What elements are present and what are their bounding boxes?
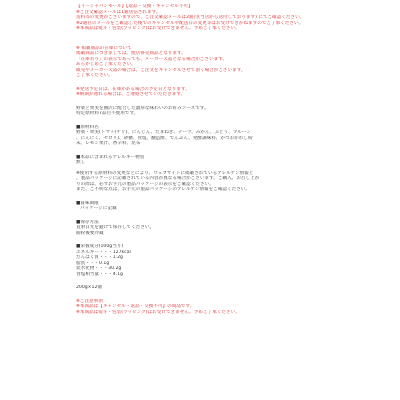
- wrapping-notice-line: ※本商品は熨斗・包装(ラッピング)はお受けできません。予めご了承ください。: [76, 26, 240, 31]
- nutrition-row: 炭水化物・・・30.2g: [76, 266, 122, 271]
- storage-line: 開栓後要冷蔵: [76, 230, 104, 236]
- description-line: 野菜と果実を贅沢に配合した濃厚な味わいのお好みソースです。: [76, 105, 209, 111]
- expiry-heading: ■賞味期限: [76, 200, 99, 206]
- allergy-value: 無し: [76, 160, 86, 165]
- allergy-section: [76, 155, 380, 193]
- allergy-heading: ■本品に含まれるアレルギー物質: [76, 154, 145, 160]
- shipping-notice-line: 送料等の変更がございますので、ご注文確認メールは2通目(当店から送付しております) にてご確認ください。: [76, 15, 305, 20]
- stock-notice-block: [76, 46, 380, 79]
- footer-notice-line: ※本商品は【キャンセル・返品・交換不可】の商品です。: [76, 304, 195, 309]
- stock-notice-heading: ※ 掲載商品の在庫について: [76, 45, 132, 51]
- footer-notice-block: [76, 299, 380, 316]
- schedule-notice-block: [76, 87, 380, 98]
- email-notice-line: ※ご注文確認メールは1通送信されます。: [76, 9, 161, 15]
- ingredients-section: [76, 125, 380, 147]
- shop-notice-line: 【イージャパンモール】【返品・交換・キャンセル不可】: [76, 4, 193, 9]
- footer-notice-heading: ※ご注意事項: [76, 298, 103, 304]
- storage-heading: ■保存方法: [76, 219, 99, 225]
- storage-section: [76, 220, 380, 237]
- schedule-notice-line: ※納期が遅れる場合は、ご連絡させていただきます。: [76, 92, 186, 97]
- ingredients-line: 末、レモン果汁、香辛料、昆布: [76, 141, 141, 146]
- stock-notice-line: 「在庫有り」の表示であっても、メーカー欠品となる場合がございます。: [76, 56, 228, 62]
- nutrition-row: たんぱく質・・・1.2g: [76, 255, 123, 260]
- expiry-value: パッケージに記載: [80, 206, 117, 211]
- nutrition-row: 食塩相当量・・・4.1g: [76, 271, 123, 277]
- stock-notice-line: 掲載商品につきましては、他店併売商品となります。: [76, 51, 186, 56]
- cancel-notice-line: ※2通目のメールをご確認した後でのキャンセルや配送日の変更等はお受けできかねますのでご了承ください。: [76, 20, 304, 26]
- description-line: 特定原材料7品目不使用です。: [76, 111, 139, 116]
- stock-notice-line: ご了承ください。: [76, 73, 113, 78]
- schedule-notice-line: ※発送予定日は、在庫がある場合の予定日となります。: [76, 86, 190, 92]
- ingredients-line: 、にんにく、セロリ)、砂糖、食塩、醸造酢、でんぷん、発酵調味料、かつおかれし粉: [76, 135, 253, 141]
- storage-line: 直射日光を避けて保存してください。: [76, 225, 155, 230]
- stock-notice-line: あらかじめご了承ください。: [76, 62, 136, 67]
- nutrition-row: エネルギー・・・127kcal: [76, 249, 131, 255]
- ingredients-line: 野菜・果実(トマト(チリ)、にんじん、たまねぎ、デーツ、みかん、ぶどう、プルーン: [76, 130, 251, 135]
- allergy-note-line: また、ご不明な点は、お手元の製品パッケージのアレルゲン情報をご確認ください。: [76, 187, 250, 192]
- ingredients-heading: ■原材料名: [76, 124, 99, 130]
- nutrition-heading: ■栄養成分(100g当り): [76, 244, 124, 249]
- package-spec: 200g×12個: [76, 285, 102, 290]
- order-notice-block: [76, 4, 380, 32]
- allergy-note-line: ※使用する原材料の変更などにより、ウェブサイトに掲載されているアレルゲン情報と: [76, 170, 254, 176]
- allergy-note-line: りの際は、必ずお手元の製品パッケージの表示をご確認ください。: [76, 181, 214, 187]
- allergy-note-line: 、製品パッケージに記載されている内容が異なる場合がございます。ご購入、お召し上が: [76, 176, 260, 181]
- nutrition-section: [76, 244, 380, 277]
- nutrition-row: 脂質・・・0.1g: [76, 260, 110, 266]
- product-description: [76, 106, 380, 117]
- expiry-section: [76, 201, 380, 212]
- footer-notice-line: ※本商品は熨斗・包装(ラッピング)はお受けできません。予めご了承ください。: [76, 309, 240, 315]
- stock-notice-line: 販売やメーカー欠品の場合は、ご注文をキャンセルさせて頂く場合がございます。: [76, 67, 246, 73]
